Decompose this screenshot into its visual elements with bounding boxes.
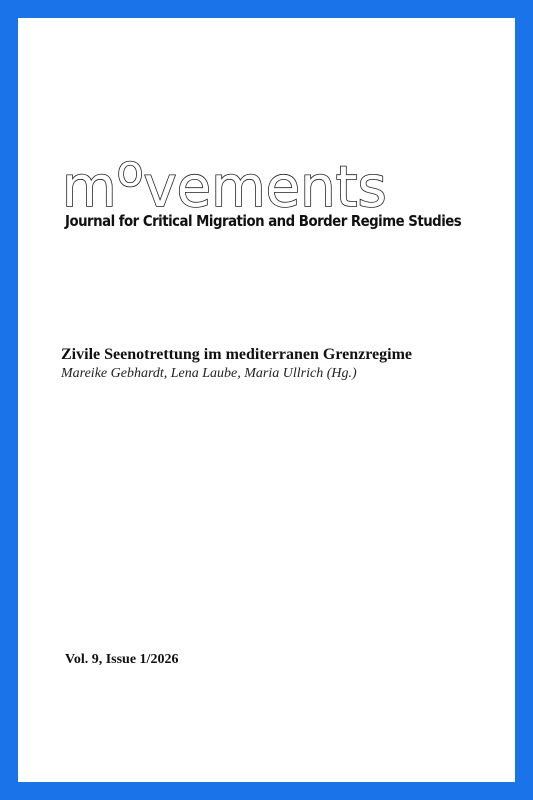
- logo-prefix: m: [62, 155, 117, 220]
- issue-editors: Mareike Gebhardt, Lena Laube, Maria Ullrich (Hg.): [61, 366, 357, 381]
- journal-logo: [62, 140, 452, 220]
- logo-raised-o: o: [116, 146, 144, 197]
- volume-issue: Vol. 9, Issue 1/2026: [65, 652, 179, 667]
- issue-title: Zivile Seenotrettung im mediterranen Grenzregime: [61, 346, 413, 363]
- logo-text: [62, 146, 387, 220]
- journal-subtitle: Journal for Critical Migration and Border Regime Studies: [65, 212, 462, 230]
- logo-wordmark: [62, 140, 452, 220]
- logo-suffix: vements: [143, 155, 387, 220]
